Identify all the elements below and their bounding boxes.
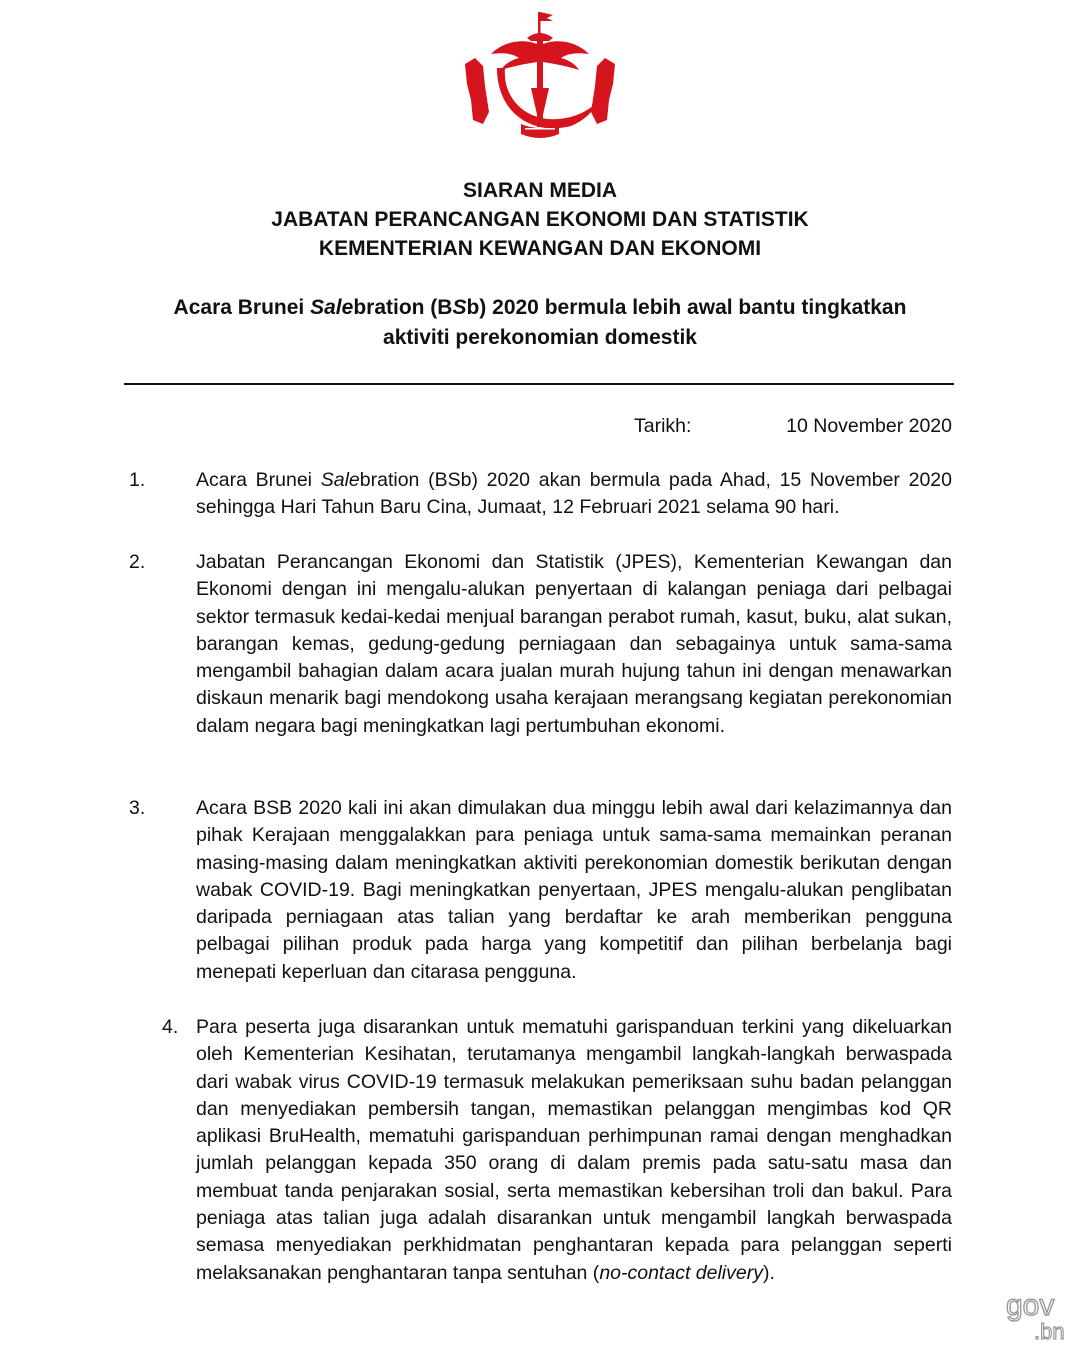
date-value: 10 November 2020 — [786, 415, 952, 437]
header-line-1: SIARAN MEDIA — [462, 179, 617, 202]
paragraph-number: 2. — [129, 551, 146, 573]
paragraph-number: 4. — [162, 1016, 179, 1038]
gov-bn-watermark — [1000, 1287, 1080, 1347]
paragraph-1: Acara Brunei Salebration (BSb) 2020 akan bermula pada Ahad, 15 November 2020 sehingga Hari Tahun Baru Cina, Jumaat, 12 Februari 2021 selama 90 hari. — [196, 469, 952, 519]
divider — [124, 383, 954, 385]
press-release-header — [0, 176, 1080, 263]
headline-line-2: aktiviti perekonomian domestik — [383, 326, 697, 349]
header-line-3: KEMENTERIAN KEWANGAN DAN EKONOMI — [318, 237, 762, 260]
watermark-gov: gov — [1006, 1289, 1055, 1322]
brunei-crest-icon — [461, 8, 619, 142]
watermark-bn: .bn — [1034, 1319, 1065, 1344]
paragraph-number: 3. — [129, 797, 146, 819]
date-label: Tarikh: — [634, 415, 692, 437]
paragraph-3: Acara BSB 2020 kali ini akan dimulakan dua minggu lebih awal dari kelazimannya dan pihak Kerajaan menggalakkan para peniaga untuk sama-sama memainkan peranan masing-masing dalam meningkatkan aktiviti perekonomian domestik berikutan dengan wabak COVID-19. Bagi meningkatkan penyertaan, JPES mengalu-alukan penglibatan daripada perniagaan atas talian yang berdaftar ke arah memberikan pengguna pelbagai pilihan produk pada harga yang kompetitif dan pilihan berbelanja bagi menepati keperluan dan citarasa pengguna. — [196, 797, 952, 983]
paragraph-2: Jabatan Perancangan Ekonomi dan Statistik (JPES), Kementerian Kewangan dan Ekonomi dengan ini mengalu-alukan penyertaan di kalangan peniaga dari pelbagai sektor termasuk kedai-kedai menjual barangan perabot rumah, kasut, buku, alat sukan, barangan kemas, gedung-gedung perniagaan dan sebagainya untuk sama-sama mengambil bahagian dalam acara jualan murah hujung tahun ini dengan menawarkan diskaun menarik bagi mendokong usaha kerajaan merangsang kegiatan perekonomian dalam negara bagi meningkatkan lagi pertumbuhan ekonomi. — [196, 551, 952, 737]
paragraph-number: 1. — [129, 469, 146, 491]
headline — [0, 293, 1080, 353]
paragraph-4: Para peserta juga disarankan untuk mematuhi garispanduan terkini yang dikeluarkan oleh Kementerian Kesihatan, terutamanya mengambil langkah-langkah berwaspada dari wabak virus COVID-19 termasuk melakukan pemeriksaan suhu badan pelanggan dan menyediakan pembersih tangan, memastikan pelanggan mengimbas kod QR aplikasi BruHealth, mematuhi garispanduan perhimpunan ramai dengan menghadkan jumlah pelanggan kepada 350 orang di dalam premis pada satu-satu masa dan membuat tanda penjarakan sosial, serta memastikan kebersihan troli dan bakul. Para peniaga atas talian juga adalah disarankan untuk mengambil langkah berwaspada semasa menyediakan perkhidmatan penghantaran kepada para pelanggan seperti melaksanakan penghantaran tanpa sentuhan (no-contact delivery). — [196, 1016, 952, 1284]
headline-line-1: Acara Brunei Salebration (BSb) 2020 bermula lebih awal bantu tingkatkan — [173, 296, 907, 319]
header-line-2: JABATAN PERANCANGAN EKONOMI DAN STATISTIK — [271, 208, 809, 231]
